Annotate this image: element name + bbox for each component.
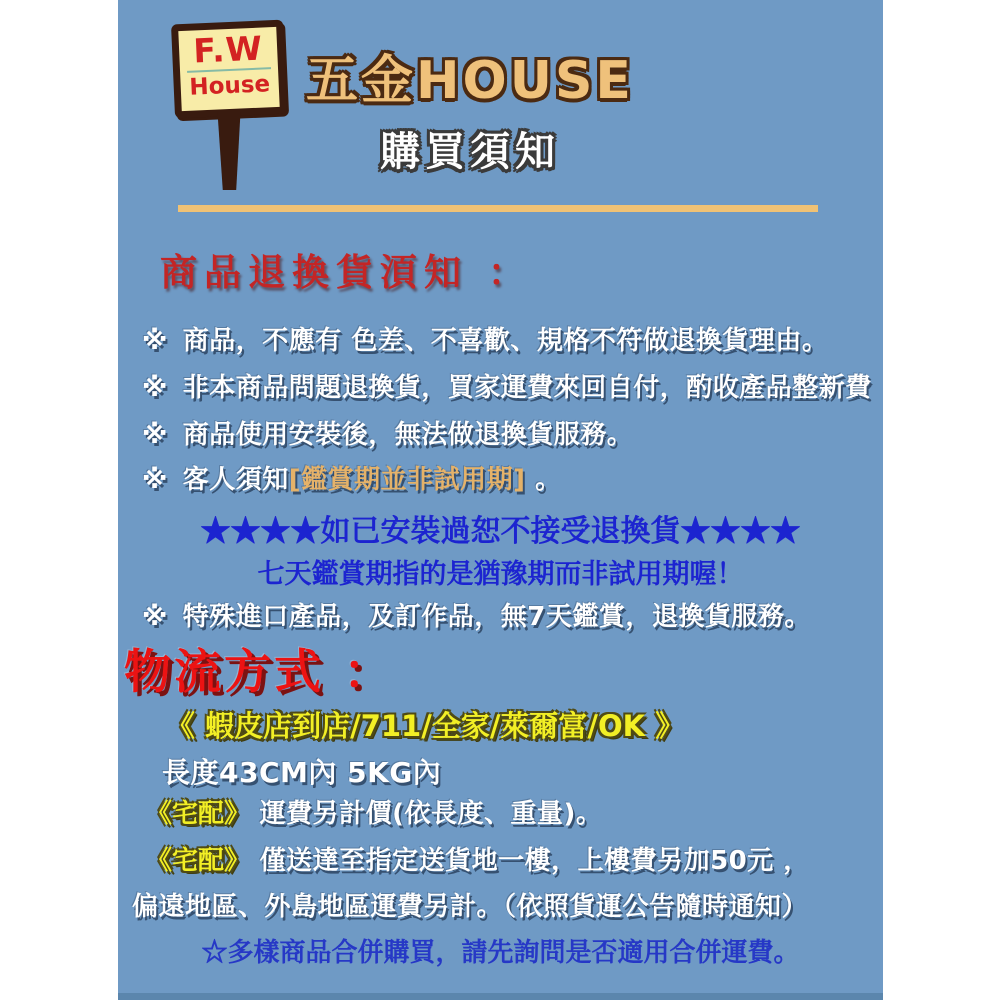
remote-area-line: 偏遠地區、外島地區運費另計。（依照貨運公告隨時通知） xyxy=(132,892,809,922)
appreciation-period-highlight: [鑑賞期並非試用期] xyxy=(288,465,526,495)
combine-shipping-note: ☆多樣商品合併購買，請先詢問是否適用合併運費。 xyxy=(201,938,800,968)
return-rule-row xyxy=(142,459,562,496)
rule-marker: ※ xyxy=(142,326,168,356)
bottom-edge-strip xyxy=(118,993,883,1000)
rule-marker: ※ xyxy=(142,465,168,495)
rule-marker: ※ xyxy=(142,420,168,450)
home-delivery-fee-line xyxy=(146,793,602,830)
notice-canvas xyxy=(118,0,883,1000)
return-rule-4-text: 客人須知 xyxy=(182,465,289,495)
appreciation-period-note: 七天鑑賞期指的是猶豫期而非試用期喔！ xyxy=(257,559,744,590)
return-rule-1-text: 商品，不應有 色差、不喜歡、規格不符做退換貨理由。 xyxy=(182,326,829,356)
return-rule-3-text: 商品使用安裝後，無法做退換貨服務。 xyxy=(182,420,634,450)
size-limit-line: 長度43CM內 5KG內 xyxy=(162,756,442,789)
return-rule-row xyxy=(142,367,872,404)
home-delivery-label: 《宅配》 xyxy=(146,846,251,876)
rule-marker: ※ xyxy=(142,602,168,632)
home-delivery-floor-line xyxy=(146,840,810,877)
sign-text-house: House xyxy=(188,71,271,101)
sign-text-fw: F.W xyxy=(192,28,264,71)
sign-post xyxy=(217,112,241,190)
return-rule-row xyxy=(142,414,633,451)
returns-heading: 商品退換貨湏知 ： xyxy=(160,251,532,294)
return-rule-row xyxy=(142,596,811,633)
home-delivery-fee-text: 運費另計價(依長度、重量)。 xyxy=(250,799,603,829)
home-delivery-label: 《宅配》 xyxy=(146,799,251,829)
notice-subtitle: 購買須知 xyxy=(380,129,560,175)
home-delivery-floor-text: 僅送達至指定送貨地一樓，上樓費另加50元 ， xyxy=(250,846,810,876)
return-rule-2-text: 非本商品問題退換貨，買家運費來回自付，酌收產品整新費 xyxy=(182,373,872,403)
logistics-heading: 物流方式 ： xyxy=(124,645,394,700)
installed-no-return-warning: ★★★★如已安裝過恕不接受退換貨★★★★ xyxy=(200,514,801,549)
rule-marker: ※ xyxy=(142,373,168,403)
store-pickup-line: 《 蝦皮店到店/711/全家/萊爾富/OK 》 xyxy=(166,709,685,743)
store-sign-logo xyxy=(171,20,287,119)
return-rule-4-suffix: 。 xyxy=(525,465,562,495)
return-rule-5-text: 特殊進口產品，及訂作品，無7天鑑賞，退換貨服務。 xyxy=(182,602,811,632)
return-rule-row xyxy=(142,320,828,357)
store-title: 五金HOUSE xyxy=(306,51,634,111)
header-divider xyxy=(178,205,818,212)
